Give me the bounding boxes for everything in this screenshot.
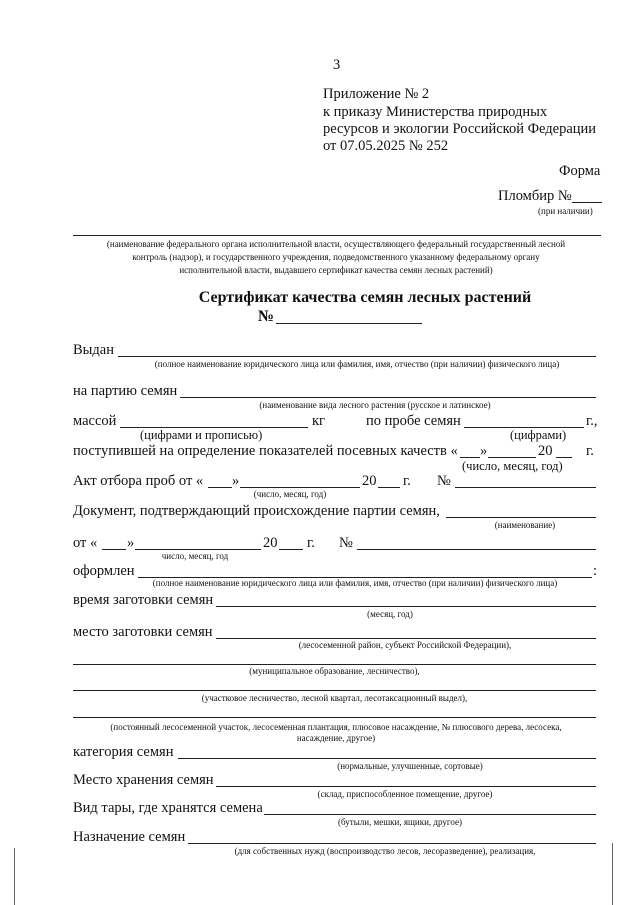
issued-to-line[interactable] (118, 356, 596, 357)
received-month-line[interactable] (488, 457, 536, 458)
received-day-line[interactable] (460, 457, 480, 458)
plantation-hint-1: (постоянный лесосеменной участок, лесосеменная плантация, плюсовое насаждение, № плюсового дерева, лесосека, (110, 722, 562, 732)
harvest-place-line[interactable] (216, 638, 596, 639)
act-day-line[interactable] (208, 487, 232, 488)
mass-hint: (цифрами и прописью) (140, 428, 263, 442)
doc-date-hint: число, месяц, год (161, 551, 229, 561)
act-number-line[interactable] (455, 487, 596, 488)
doc-year-line[interactable] (279, 549, 303, 550)
harvest-place-hint: (лесосеменной район, субъект Российской Федерации), (298, 640, 512, 650)
doc-year-prefix: 20 (263, 535, 278, 551)
form-label: Форма (559, 163, 601, 179)
municipal-hint: (муниципальное образование, лесничество), (249, 666, 420, 676)
received-quote-close: » (480, 443, 488, 459)
appendix-title: Приложение № 2 (323, 86, 430, 102)
act-year-suffix: г. (403, 473, 411, 489)
storage-label: Место хранения семян (73, 772, 214, 788)
plantation-hint-2: насаждение, другое) (296, 733, 376, 743)
sample-label: по пробе семян (366, 413, 461, 429)
authority-caption-1: (наименование федерального органа исполнительной власти, осуществляющего федеральный государственный лесной (106, 239, 566, 249)
storage-hint: (склад, приспособленное помещение, другое) (317, 789, 493, 799)
doc-from-label: от « (73, 535, 98, 551)
doc-year-suffix: г. (307, 535, 315, 551)
order-line-2: ресурсов и экологии Российской Федерации (323, 121, 597, 137)
harvest-place-label: место заготовки семян (73, 624, 213, 640)
act-month-line[interactable] (240, 487, 360, 488)
batch-label: на партию семян (73, 383, 178, 399)
category-line[interactable] (178, 758, 596, 759)
harvest-time-label: время заготовки семян (73, 592, 214, 608)
doc-number-line[interactable] (357, 549, 596, 550)
drawn-label: оформлен (73, 563, 135, 579)
district-line[interactable] (73, 690, 596, 691)
received-hint: (число, месяц, год) (462, 459, 563, 473)
batch-hint: (наименование вида лесного растения (русское и латинское) (259, 400, 491, 410)
doc-number-label: № (339, 535, 353, 551)
doc-day-line[interactable] (102, 549, 126, 550)
purpose-label: Назначение семян (73, 829, 186, 845)
batch-species-line[interactable] (180, 397, 596, 398)
purpose-line[interactable] (188, 843, 596, 844)
scan-edge-left (14, 848, 15, 905)
issued-hint: (полное наименование юридического лица или фамилия, имя, отчество (при наличии) физического лица) (154, 359, 560, 369)
storage-line[interactable] (216, 786, 596, 787)
category-hint: (нормальные, улучшенные, сортовые) (337, 761, 483, 771)
act-year-prefix: 20 (362, 473, 377, 489)
issued-label: Выдан (73, 342, 114, 358)
order-line-1: к приказу Министерства природных (323, 104, 548, 120)
harvest-time-line[interactable] (216, 606, 596, 607)
sample-unit: г., (586, 413, 598, 429)
sample-hint: (цифрами) (510, 428, 567, 442)
seal-label: Пломбир № (498, 188, 572, 204)
act-hint: (число, месяц, год) (253, 489, 327, 499)
certificate-number-line[interactable] (276, 323, 422, 324)
scan-edge-right (612, 843, 613, 905)
page-number: 3 (333, 57, 341, 73)
purpose-hint: (для собственных нужд (воспроизводство лесов, лесоразведение), реализация, (234, 846, 536, 856)
harvest-time-hint: (месяц, год) (367, 609, 413, 619)
authority-caption-2: контроль (надзор), и государственного учреждения, подведомственного указанному федеральному органу (132, 252, 540, 262)
container-line[interactable] (264, 814, 596, 815)
received-year-suffix: г. (586, 443, 594, 459)
drawn-hint: (полное наименование юридического лица или фамилия, имя, отчество (при наличии) физического лица) (152, 578, 558, 588)
act-year-line[interactable] (378, 487, 400, 488)
authority-line[interactable] (73, 235, 601, 236)
mass-unit: кг (312, 413, 325, 429)
document-title: Сертификат качества семян лесных растений (198, 289, 532, 306)
municipal-line[interactable] (73, 664, 596, 665)
act-quote-close: » (232, 473, 240, 489)
category-label: категория семян (73, 744, 174, 760)
doc-label: Документ, подтверждающий происхождение партии семян, (73, 503, 440, 519)
act-label: Акт отбора проб от « (73, 473, 204, 489)
received-year-prefix: 20 (538, 443, 553, 459)
mass-label: массой (73, 413, 117, 429)
doc-hint: (наименование) (494, 520, 556, 530)
doc-month-line[interactable] (135, 549, 261, 550)
seal-hint: (при наличии) (538, 206, 593, 216)
certificate-number-label: № (258, 308, 275, 325)
doc-name-line[interactable] (446, 517, 596, 518)
received-year-line[interactable] (556, 457, 572, 458)
container-hint: (бутыли, мешки, ящики, другое) (338, 817, 462, 827)
order-line-3: от 07.05.2025 № 252 (323, 138, 449, 154)
container-label: Вид тары, где хранятся семена (73, 800, 263, 816)
district-hint: (участковое лесничество, лесной квартал, лесотаксационный выдел), (201, 693, 468, 703)
drawn-colon: : (593, 563, 598, 579)
plantation-line[interactable] (73, 717, 596, 718)
received-label: поступившей на определение показателей посевных качеств « (73, 443, 458, 459)
act-number-label: № (437, 473, 451, 489)
authority-caption-3: исполнительной власти, выдавшего сертификат качества семян лесных растений) (179, 265, 493, 275)
seal-number-line[interactable] (572, 202, 602, 203)
doc-quote-close: » (127, 535, 135, 551)
